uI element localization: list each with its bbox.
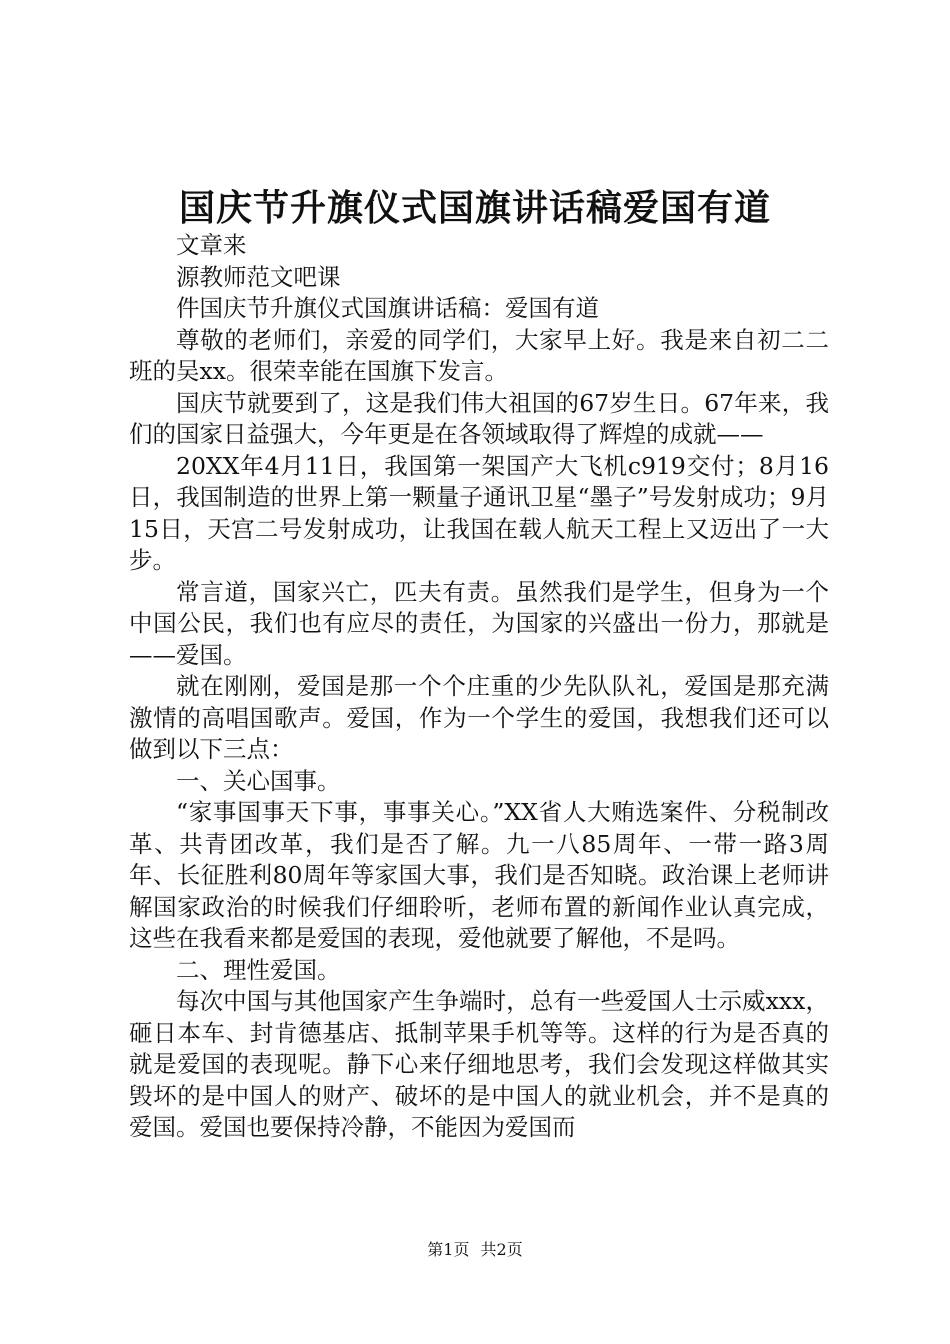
paragraph: 20XX年4月11日，我国第一架国产大飞机c919交付；8月16日，我国制造的世界上第一颗量子通讯卫星“墨子”号发射成功；9月15日，天宫二号发射成功，让我国在载人航天工程上又迈出了一大步。 xyxy=(129,451,829,574)
paragraph: “家事国事天下事，事事关心。”XX省人大贿选案件、分税制改革、共青团改革，我们是否了解。九一八85周年、一带一路3周年、长征胜利80周年等家国大事，我们是否知晓。政治课上老师讲解国家政治的时候我们仔细聆听，老师布置的新闻作业认真完成，这些在我看来都是爱国的表现，爱他就要了解他，不是吗。 xyxy=(129,798,829,952)
paragraph: 每次中国与其他国家产生争端时，总有一些爱国人士示威xxx，砸日本车、封肯德基店、抵制苹果手机等等。这样的行为是否真的就是爱国的表现呢。静下心来仔细地思考，我们会发现这样做其实毁坏的是中国人的财产、破坏的是中国人的就业机会，并不是真的爱国。爱国也要保持冷静，不能因为爱国而 xyxy=(129,987,829,1141)
section-heading: 二、理性爱国。 xyxy=(176,955,341,984)
paragraph: 国庆节就要到了，这是我们伟大祖国的67岁生日。67年来，我们的国家日益强大，今年更是在各领域取得了辉煌的成就—— xyxy=(129,388,829,448)
page-footer xyxy=(0,1240,950,1260)
document-body xyxy=(129,230,829,1144)
paragraph: 常言道，国家兴亡，匹夫有责。虽然我们是学生，但身为一个中国公民，我们也有应尽的责任，为国家的兴盛出一份力，那就是——爱国。 xyxy=(129,577,829,669)
paragraph: 文章来 xyxy=(176,231,247,259)
page-number: 第1页 xyxy=(427,1240,470,1259)
paragraph: 尊敬的老师们，亲爱的同学们，大家早上好。我是来自初二二班的吴xx。很荣幸能在国旗下发言。 xyxy=(129,325,829,385)
paragraph: 就在刚刚，爱国是那一个个庄重的少先队队礼，爱国是那充满激情的高唱国歌声。爱国，作为一个学生的爱国，我想我们还可以做到以下三点： xyxy=(129,672,829,763)
document-title: 国庆节升旗仪式国旗讲话稿爱国有道 xyxy=(178,187,771,229)
paragraph: 件国庆节升旗仪式国旗讲话稿：爱国有道 xyxy=(176,294,599,322)
page-total: 共2页 xyxy=(480,1240,523,1259)
paragraph: 源教师范文吧课 xyxy=(176,262,341,291)
section-heading: 一、关心国事。 xyxy=(176,766,341,795)
